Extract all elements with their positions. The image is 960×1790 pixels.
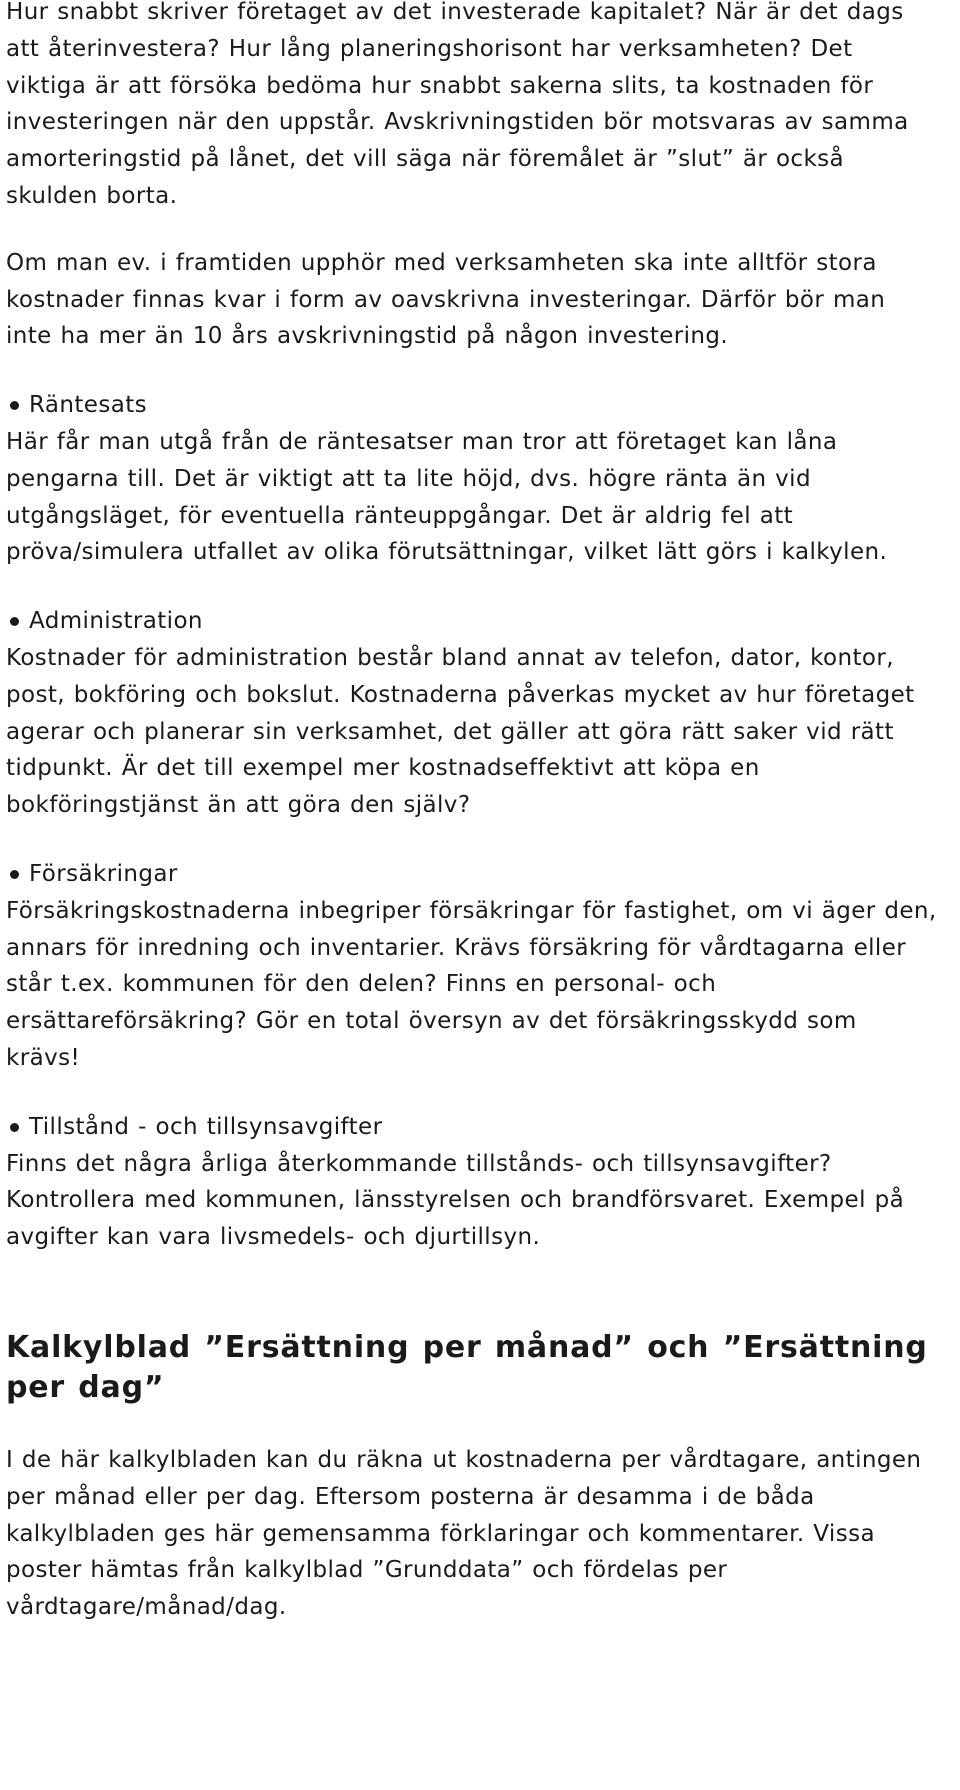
- section-body: Kostnader för administration består bland annat av telefon, dator, kontor, post, bokföring och bokslut. Kostnaderna påverkas mycket av hur företaget agerar och planerar sin verksamhet, det gäller att göra rätt saker vid rätt tidpunkt. Är det till exempel mer kostnadseffektivt att köpa en bokföringstjänst än att göra den själv?: [6, 644, 915, 819]
- page-heading: Kalkylblad ”Ersättning per månad” och ”Ersättning per dag”: [6, 1329, 928, 1405]
- section-interest-rate: [6, 387, 938, 571]
- section-insurance: [6, 856, 938, 1077]
- bullet-icon: [10, 617, 19, 626]
- paragraph-closure: Om man ev. i framtiden upphör med verksamheten ska inte alltför stora kostnader finnas kvar i form av oavskrivna investeringar. Därför bör man inte ha mer än 10 års avskrivningstid på någon investering.: [6, 249, 886, 350]
- section-title: Administration: [29, 608, 203, 635]
- paragraph-depreciation: Hur snabbt skriver företaget av det investerade kapitalet? När är det dags att återinvestera? Hur lång planeringshorisont har verksamheten? Det viktiga är att försöka bedöma hur snabbt sakerna slits, ta kostnaden för investeringen när den uppstår. Avskrivningstiden bör motsvaras av samma amorteringstid på lånet, det vill säga när föremålet är ”slut” är också skulden borta.: [6, 0, 909, 209]
- bullet-icon: [10, 401, 19, 410]
- section-body: Här får man utgå från de räntesatser man tror att företaget kan låna pengarna till. Det är viktigt att ta lite höjd, dvs. högre ränta än vid utgångsläget, för eventuella ränteuppgångar. Det är aldrig fel att pröva/simulera utfallet av olika förutsättningar, vilket lätt görs i kalkylen.: [6, 428, 888, 566]
- paragraph-worksheets: I de här kalkylbladen kan du räkna ut kostnaderna per vårdtagare, antingen per månad eller per dag. Eftersom posterna är desamma i de båda kalkylbladen ges här gemensamma förklaringar och kommentarer. Vissa poster hämtas från kalkylblad ”Grunddata” och fördelas per vårdtagare/månad/dag.: [6, 1446, 922, 1621]
- section-title: Räntesats: [29, 392, 147, 419]
- bullet-icon: [10, 1123, 19, 1132]
- section-title: Försäkringar: [29, 860, 178, 887]
- section-body: Försäkringskostnaderna inbegriper försäkringar för fastighet, om vi äger den, annars för inredning och inventarier. Krävs försäkring för vårdtagarna eller står t.ex. kommunen för den delen? Finns en personal- och ersättareförsäkring? Gör en total översyn av det försäkringsskydd som krävs!: [6, 897, 937, 1071]
- section-body: Finns det några årliga återkommande tillstånds- och tillsynsavgifter? Kontrollera med kommunen, länsstyrelsen och brandförsvaret. Exempel på avgifter kan vara livsmedels- och djurtillsyn.: [6, 1150, 905, 1251]
- bullet-icon: [10, 870, 19, 879]
- section-permit-fees: [6, 1109, 938, 1256]
- section-administration: [6, 603, 938, 824]
- section-title: Tillstånd - och tillsynsavgifter: [29, 1113, 383, 1140]
